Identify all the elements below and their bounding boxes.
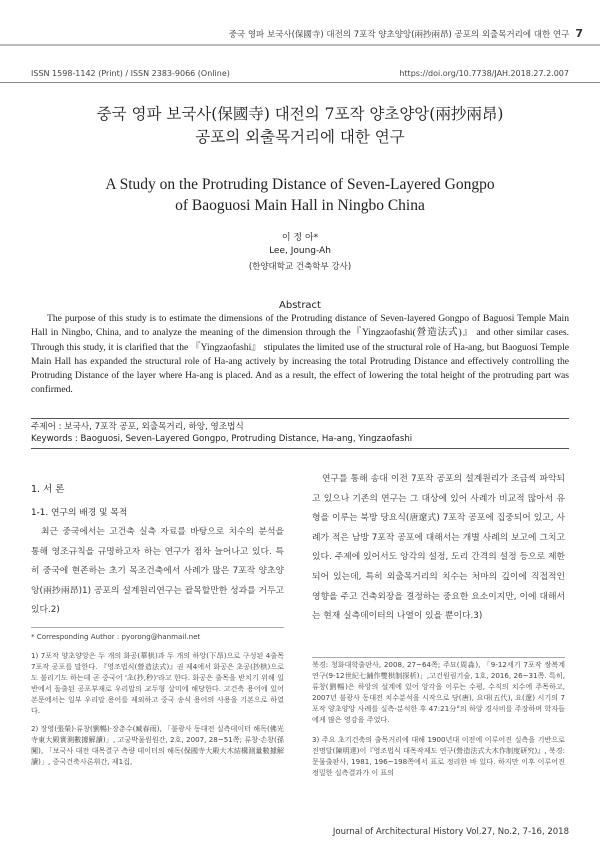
english-title xyxy=(0,174,600,216)
divider xyxy=(0,82,600,83)
korean-title xyxy=(0,103,600,149)
korean-title-line-1: 중국 영파 보국사(保國寺) 대전의 7포작 양초양앙(兩抄兩昂) xyxy=(96,105,504,123)
running-header xyxy=(0,27,583,40)
section-heading: 1. 서 론 xyxy=(31,484,65,495)
footnote-1: 1) 7포작 양초양앙은 두 개의 화공(華栱)과 두 개의 하앙(下昂)으로 구성된 4출목 7포작 공포를 말한다. 『영조법식(營造法式)』권 제4에서 화공은 초공(抄栱)으로도 불리기도 하는데 곧 중국어 '초(抄,秒)'라고 한다. 화공은 출목을 받치기 위해 일반에서 돌출된 공포부재로 우리말의 교두형 살미에 해당한다. 고건축 용어에 있어 본문에서는 일부 우리말 용어를 제외하고 중국 송식 용어의 사용을 기본으로 하였다. xyxy=(31,651,284,715)
subsection-heading: 1-1. 연구의 배경 및 목적 xyxy=(31,508,128,518)
page-number: 7 xyxy=(575,27,583,40)
footnote-2-continued: 북경: 청화대학출판사, 2008, 27~64쪽; 주묘(周淼), 「9-12세기 7포작 쌍복계 연구(9-12世紀七鋪作雙栱制探析)」,고건원림기술, 1호, 2016, 26~31쪽. 특히, 류창(劉暢)은 하앙의 설계에 있어 앙각을 이루는 수평, 수직의 치수에 주목하고, 2007년 불광사 동대전 치수분석을 시작으로 당(唐), 요대(五代), 요(遼) 시기의 7포작 양초양앙 사례를 실측-분석한 후 47:21分°의 하앙 경사비를 주장하며 학자들에게 많은 영감을 주었다. xyxy=(312,660,565,724)
footnote-rule-right xyxy=(312,657,565,658)
corresponding-author: * Corresponding Author : pyorong@hanmail.net xyxy=(31,632,201,641)
footnote-3: 3) 주요 초기건축의 출목거리에 대해 1900년대 이전에 이루어진 실측을 기반으로 진명달(陳明達)이『영조법식 대목작제도 연구(營造法式大木作制度研究)』, 북경: 문물출판사, 1981, 196~198쪽에서 표로 정리한 바 있다. 하지만 이후 이루어진 정밀한 실측결과가 이 표의 xyxy=(312,735,565,777)
abstract-heading: Abstract xyxy=(279,300,321,311)
journal-footer: Journal of Architectural History Vol.27, No.2, 7-16, 2018 xyxy=(332,827,569,837)
issn: ISSN 1598-1142 (Print) / ISSN 2383-9066 (Online) xyxy=(31,69,230,78)
doi-link[interactable]: https://doi.org/10.7738/JAH.2018.27.2.007 xyxy=(399,69,569,78)
author-name-english: Lee, Joung-Ah xyxy=(269,246,331,256)
body-text-right: 연구를 통해 송대 이전 7포작 공포의 설계원리가 조금씩 파악되고 있으나 기존의 연구는 그 대상에 있어 사례가 비교적 많아서 유형을 이루는 북방 당요식(唐遼式) 7포작 공포에 집중되어 있고, 사례가 적은 남방 7포작 공포에 대해서는 개별 사례의 보고에 그치고 있다. 주제에 있어서도 앙각의 설정, 도리 간격의 설정 등으로 제한되어 있는데, 특히 외출목거리의 치수는 처마의 깊이에 직접적인 영향을 주고 건축외장을 결정하는 중요한 요소이지만, 이에 대해서는 현재 실측데이터의 나열이 있을 뿐이다.3) xyxy=(312,474,565,622)
english-title-line-1: A Study on the Protruding Distance of Seven-Layered Gongpo xyxy=(105,176,495,193)
footnote-rule-left xyxy=(31,627,284,628)
abstract-text: The purpose of this study is to estimate the dimensions of the Protruding distance of Seven-layered Gongpo of Baguosi Temple Main Hall in Ningbo, China, and to analyze the meaning of the dimension through the『Yingzaofashi(營造法式)』 and other similar cases. Through this study, it is clarified that the 『Yingzaofashi』 stipulates the limited use of the structural role of Ha-ang, but Baoguosi Temple Main Hall has expanded the structural role of Ha-ang actively by increasing the total Protruding Distance and effectively controlling the Protruding Distance of the layer where Ha-ang is placed. And as a result, the effect of lowering the total height of the protruding part was confirmed. xyxy=(31,313,569,396)
running-title: 중국 영파 보국사(保國寺) 대전의 7포작 양초양앙(兩抄兩昂) 공포의 외출목거리에 대한 연구 xyxy=(228,30,570,40)
footnotes-right xyxy=(312,659,565,778)
author-affiliation: (한양대학교 건축학부 강사) xyxy=(248,262,352,272)
korean-title-line-2: 공포의 외출목거리에 대한 연구 xyxy=(195,128,405,146)
footnote-2: 2) 장영(張榮)·류창(劉暢)·장춘수(臧春雨), 「불광사 동대전 실측데이터 해독(佛光寺東大殿實測數據解讀)」, 고궁박물원원간, 2호, 2007, 28~51쪽; 류창·손창(孫闖), 「보국사 대전 대목결구 측량 데이터의 해독(保國寺大殿大木結構測量數據解讀)」, 중국건축사론휘간, 제1집, xyxy=(31,724,284,766)
english-title-line-2: of Baoguosi Main Hall in Ningbo China xyxy=(175,197,425,214)
header-rule xyxy=(0,44,600,46)
author-name-korean: 이 정 아* xyxy=(281,233,319,243)
keywords-english: Keywords : Baoguosi, Seven-Layered Gongpo, Protruding Distance, Ha-ang, Yingzaofashi xyxy=(31,434,413,444)
keywords-bottom-rule xyxy=(31,448,569,449)
footnotes-left xyxy=(31,631,284,767)
keywords-korean: 주제어 : 보국사, 7포작 공포, 외출목거리, 하앙, 영조법식 xyxy=(31,422,244,432)
keywords-top-rule xyxy=(31,418,569,419)
body-paragraph: 최근 중국에서는 고건축 실측 자료를 바탕으로 치수의 분석을 통해 영조규칙을 규명하고자 하는 연구가 점차 늘어나고 있다. 특히 중국에 현존하는 초기 목조건축에서 사례가 많은 7포작 양초양앙(兩抄兩昂)1) 공포의 설계원리연구는 괄목할만한 성과를 거두고 있다.2) xyxy=(31,527,284,616)
body-text-left xyxy=(31,523,284,621)
